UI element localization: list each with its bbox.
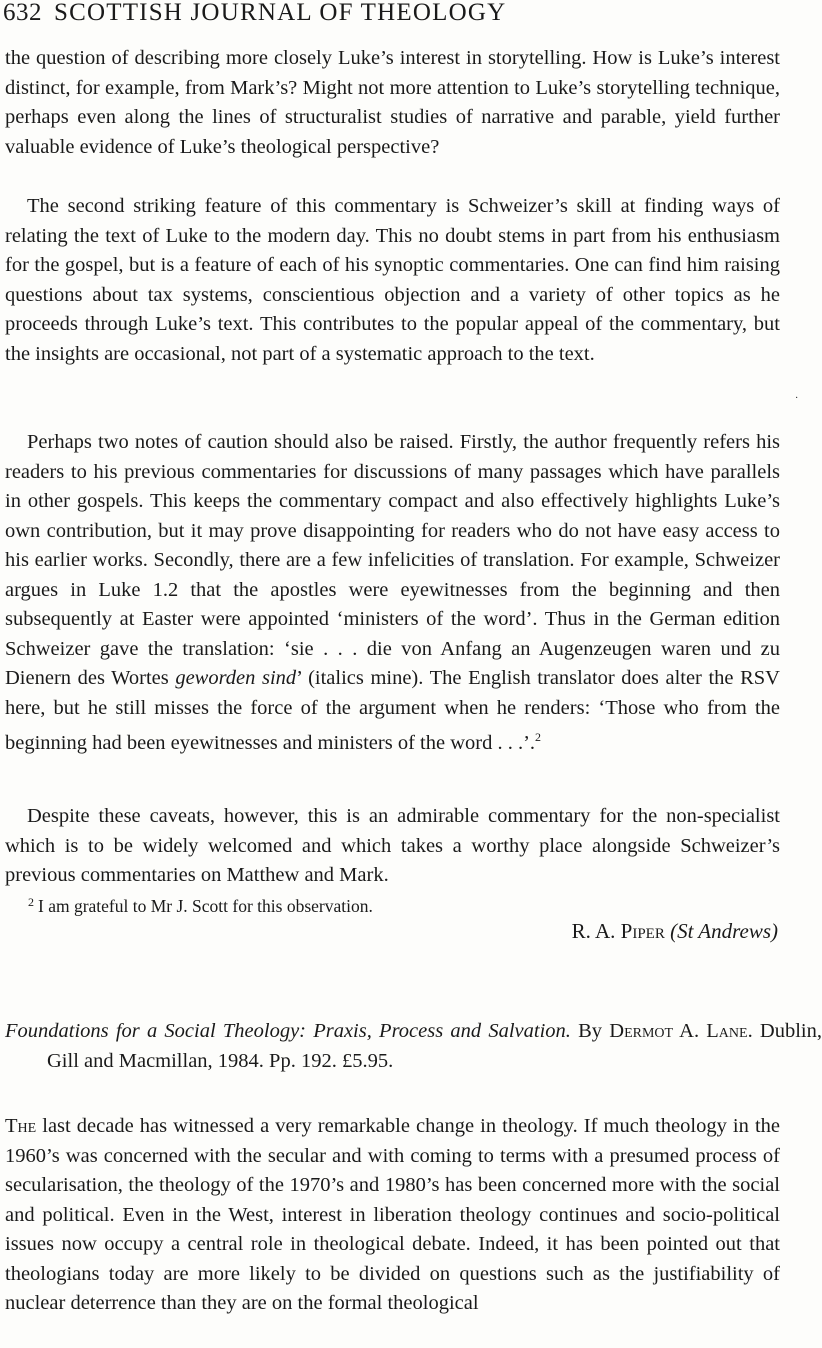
paragraph-3-text-a: Perhaps two notes of caution should also be raised. Firstly, the author frequently refers his readers to his previous commentaries for discussions of many passages which have parallels in other gospels. This keeps the commentary compact and also effectively highlights Luke’s own contribution, but it may prove disappointing for readers who do not have easy access to his earlier works. Secondly, there are a few infelicities of translation. For example, Schweizer argues in Luke 1.2 that the apostles were eyewitnesses from the beginning and then subsequently at Easter were appointed ‘ministers of the word’. Thus in the German edition Schweizer gave the translation: ‘sie . . . die von Anfang an Augenzeugen waren und zu Dienern des Wortes	[5, 431, 780, 690]
review1-paragraph-2: The second striking feature of this commentary is Schweizer’s skill at finding ways of relating the text of Luke to the modern day. This no doubt stems in part from his enthusiasm for the gospel, but is a feature of each of his synoptic commentaries. One can find him raising questions about tax systems, conscientious objection and a variety of other topics as he proceeds through Luke’s text. This contributes to the popular appeal of the commentary, but the insights are occasional, not part of a systematic approach to the text.	[5, 195, 780, 365]
page-number: 632	[3, 0, 42, 26]
footnote	[28, 889, 373, 919]
paragraph-3-text-b: ’ (italics mine). The English translator does alter the RSV here, but he still misses the force of the argument when he renders: ‘Those who from the beginning had been eyewitnesses and ministers of the word . . .’.	[5, 667, 780, 755]
book-title: Foundations for a Social Theology: Praxis, Process and Salvation.	[5, 1020, 571, 1042]
reviewer-initials: R. A.	[571, 919, 621, 943]
paragraph-3-italic: geworden sind	[175, 667, 297, 690]
reviewer-signature	[572, 917, 778, 945]
footnote-text: I am grateful to Mr J. Scott for this observation.	[38, 896, 373, 916]
book-header	[5, 1016, 822, 1076]
running-head	[3, 0, 793, 26]
footnote-reference: 2	[535, 730, 542, 745]
review1-paragraph-1: the question of describing more closely Luke’s interest in storytelling. How is Luke’s interest distinct, for example, from Mark’s? Might not more attention to Luke’s storytelling technique, perhaps even along the lines of structuralist studies of narrative and parable, yield further valuable evidence of Luke’s theological perspective?	[5, 47, 780, 158]
book-by: By	[570, 1020, 610, 1042]
margin-mark: ·	[795, 393, 799, 404]
reviewer-place: (St Andrews)	[670, 919, 778, 943]
footnote-number: 2	[28, 895, 34, 909]
book-publication: . Dublin, Gill and Macmillan, 1984. Pp. 192. £5.95.	[47, 1020, 822, 1072]
journal-title: SCOTTISH JOURNAL OF THEOLOGY	[54, 0, 507, 26]
review2-paragraph-1	[5, 1112, 780, 1319]
review2-paragraph-text: last decade has witnessed a very remarkable change in theology. If much theology in the 1960’s was concerned with the secular and with coming to terms with a presumed process of secularisation, the theology of the 1970’s and 1980’s has been concerned more with the social and political. Even in the West, interest in liberation theology continues and socio-political issues now occupy a central role in theological debate. Indeed, it has been pointed out that theologians today are more likely to be divided on questions such as the justifiability of nuclear deterrence than they are on the formal theological	[5, 1115, 780, 1315]
review1-paragraph-4: Despite these caveats, however, this is an admirable commentary for the non-specialist which is to be widely welcomed and which takes a worthy place alongside Schweizer’s previous commentaries on Matthew and Mark.	[5, 805, 780, 887]
book-author: Dermot A. Lane	[609, 1020, 748, 1042]
lead-word: The	[5, 1115, 37, 1137]
review1-paragraph-3	[5, 428, 780, 759]
reviewer-surname: Piper	[620, 919, 665, 943]
